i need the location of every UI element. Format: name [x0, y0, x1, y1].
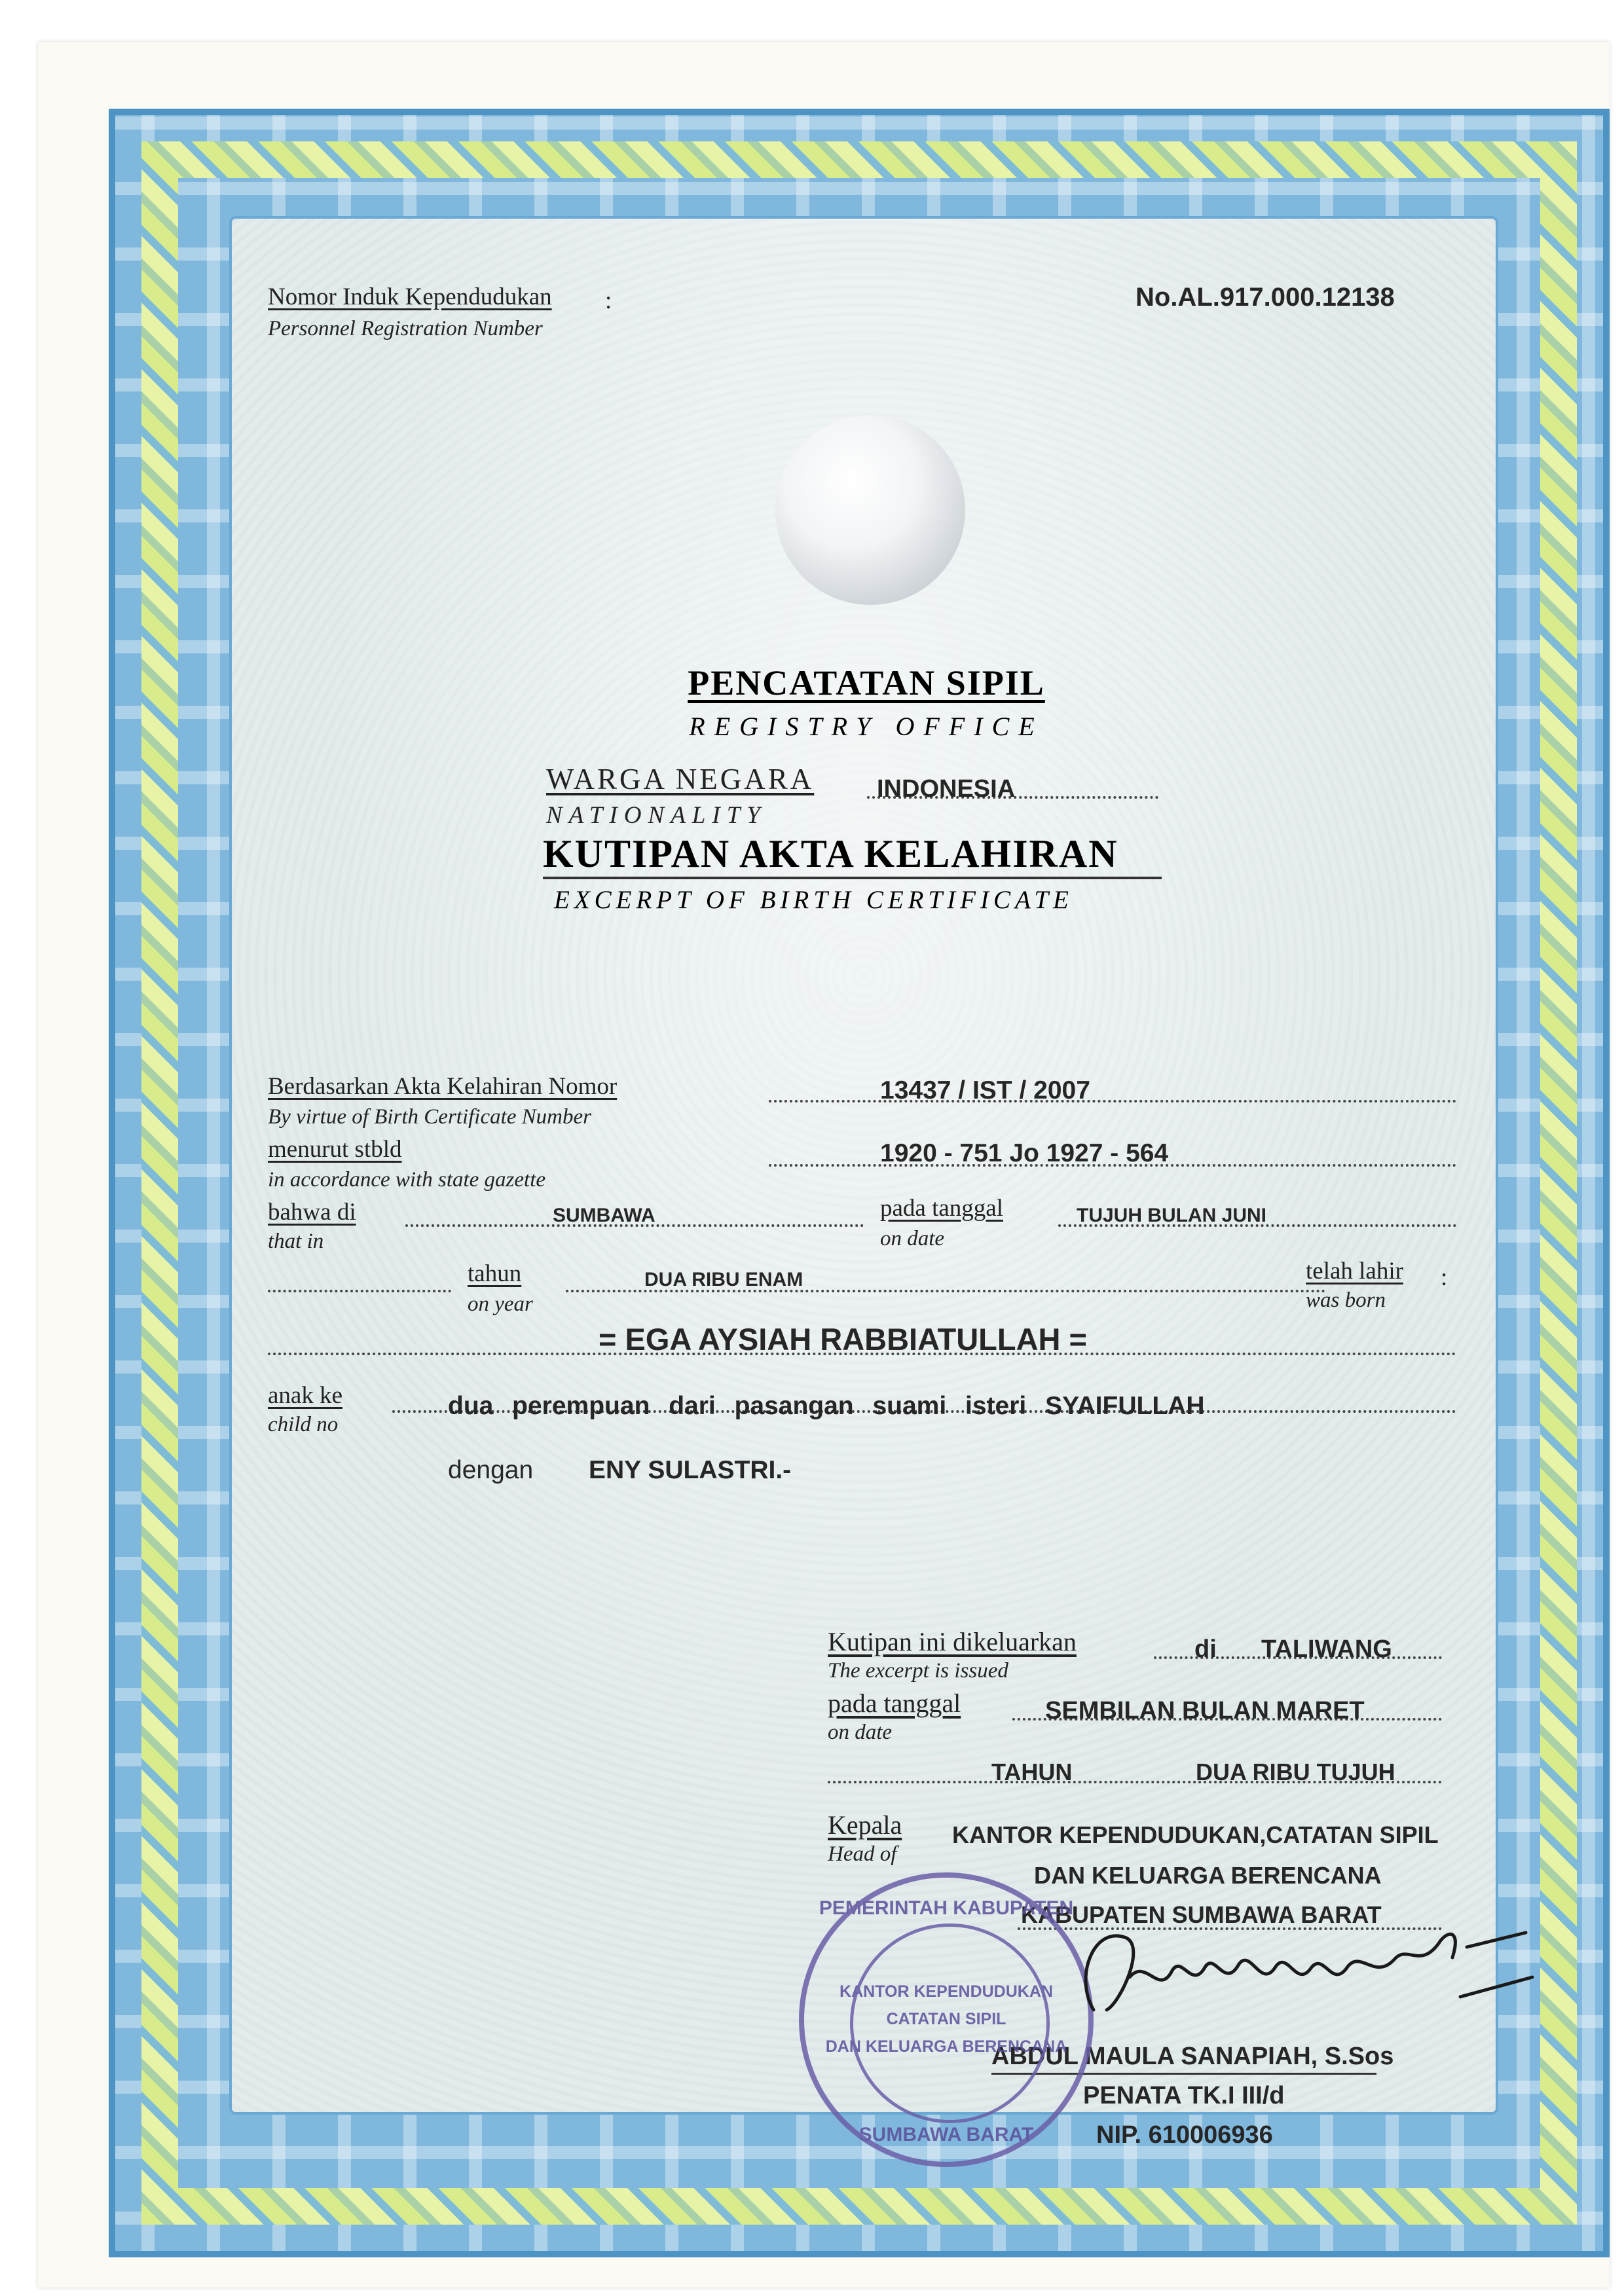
document-title-rule — [543, 877, 1162, 879]
year-label: tahun — [468, 1260, 522, 1287]
official-nip: NIP. 610006936 — [1096, 2121, 1273, 2149]
with-word: dengan — [448, 1456, 534, 1484]
date-sub: on date — [880, 1227, 945, 1250]
stbld-label: menurut stbld — [268, 1136, 402, 1163]
document-title: KUTIPAN AKTA KELAHIRAN — [543, 832, 1118, 875]
year-value: DUA RIBU ENAM — [644, 1269, 803, 1290]
birth-cert-value: 13437 / IST / 2007 — [880, 1076, 1090, 1104]
date-label: pada tanggal — [880, 1195, 1003, 1222]
at-word: di — [1194, 1635, 1217, 1663]
nik-label: Nomor Induk Kependudukan — [268, 283, 552, 310]
child-no-value: dua perempuan dari pasangan suami isteri SYAIFULLAH — [448, 1392, 1205, 1420]
stamp-line-3: DAN KELUARGA BERENCANA — [825, 2037, 1067, 2056]
nationality-label: WARGA NEGARA — [546, 763, 815, 795]
issued-sub: The excerpt is issued — [828, 1659, 1008, 1683]
place-label: bahwa di — [268, 1199, 356, 1226]
stamp-ring-bottom: SUMBAWA BARAT — [858, 2124, 1034, 2145]
nationality-value: INDONESIA — [877, 775, 1016, 803]
child-no-sub: child no — [268, 1413, 339, 1436]
birth-cert-dots — [769, 1100, 1456, 1102]
issued-date-label: pada tanggal — [828, 1688, 961, 1718]
year-lead-dots — [268, 1290, 451, 1292]
issued-date-sub: on date — [828, 1721, 893, 1744]
place-value: SUMBAWA — [553, 1205, 655, 1226]
hologram-seal — [775, 415, 965, 605]
stamp-line-1: KANTOR KEPENDUDUKAN — [840, 1982, 1053, 2001]
office-line-2: DAN KELUARGA BERENCANA — [1034, 1862, 1382, 1889]
born-sub: was born — [1306, 1288, 1386, 1312]
head-label: Kepala — [828, 1810, 902, 1840]
office-line-1: KANTOR KEPENDUDUKAN,CATATAN SIPIL — [952, 1821, 1439, 1848]
certificate-number: No.AL.917.000.12138 — [1135, 283, 1395, 312]
issued-place: TALIWANG — [1261, 1635, 1392, 1663]
official-name: ABDUL MAULA SANAPIAH, S.Sos — [991, 2043, 1394, 2070]
nik-colon: : — [605, 287, 612, 314]
document-title-en: EXCERPT OF BIRTH CERTIFICATE — [554, 886, 1073, 914]
stbld-sub: in accordance with state gazette — [268, 1168, 546, 1192]
born-label: telah lahir — [1306, 1258, 1403, 1285]
child-no-label: anak ke — [268, 1382, 343, 1409]
nik-sub: Personnel Registration Number — [268, 317, 543, 340]
year-sub: on year — [468, 1292, 533, 1316]
child-name: = EGA AYSIAH RABBIATULLAH = — [599, 1322, 1087, 1357]
stbld-value: 1920 - 751 Jo 1927 - 564 — [880, 1139, 1169, 1167]
born-colon: : — [1441, 1264, 1448, 1291]
birth-cert-sub: By virtue of Birth Certificate Number — [268, 1105, 592, 1129]
official-stamp — [799, 1872, 1094, 2167]
nationality-sub: NATIONALITY — [546, 802, 767, 829]
office-title-en: REGISTRY OFFICE — [689, 712, 1044, 741]
head-sub: Head of — [828, 1842, 897, 1866]
issued-label: Kutipan ini dikeluarkan — [828, 1627, 1077, 1656]
certificate-panel — [229, 216, 1498, 2149]
issued-year: DUA RIBU TUJUH — [1196, 1758, 1395, 1785]
mother-name: ENY SULASTRI.- — [589, 1456, 792, 1484]
year-word: TAHUN — [991, 1758, 1073, 1785]
birth-cert-label: Berdasarkan Akta Kelahiran Nomor — [268, 1073, 618, 1100]
issued-date: SEMBILAN BULAN MARET — [1045, 1697, 1365, 1724]
stamp-line-2: CATATAN SIPIL — [886, 2010, 1006, 2028]
official-rank: PENATA TK.I III/d — [1083, 2082, 1285, 2109]
date-value: TUJUH BULAN JUNI — [1077, 1205, 1267, 1226]
stamp-ring-top: PEMERINTAH KABUPATEN — [819, 1897, 1074, 1919]
office-line-3: KABUPATEN SUMBAWA BARAT — [1021, 1901, 1382, 1928]
signature — [1067, 1899, 1539, 2043]
office-title: PENCATATAN SIPIL — [688, 663, 1045, 702]
place-sub: that in — [268, 1230, 324, 1253]
